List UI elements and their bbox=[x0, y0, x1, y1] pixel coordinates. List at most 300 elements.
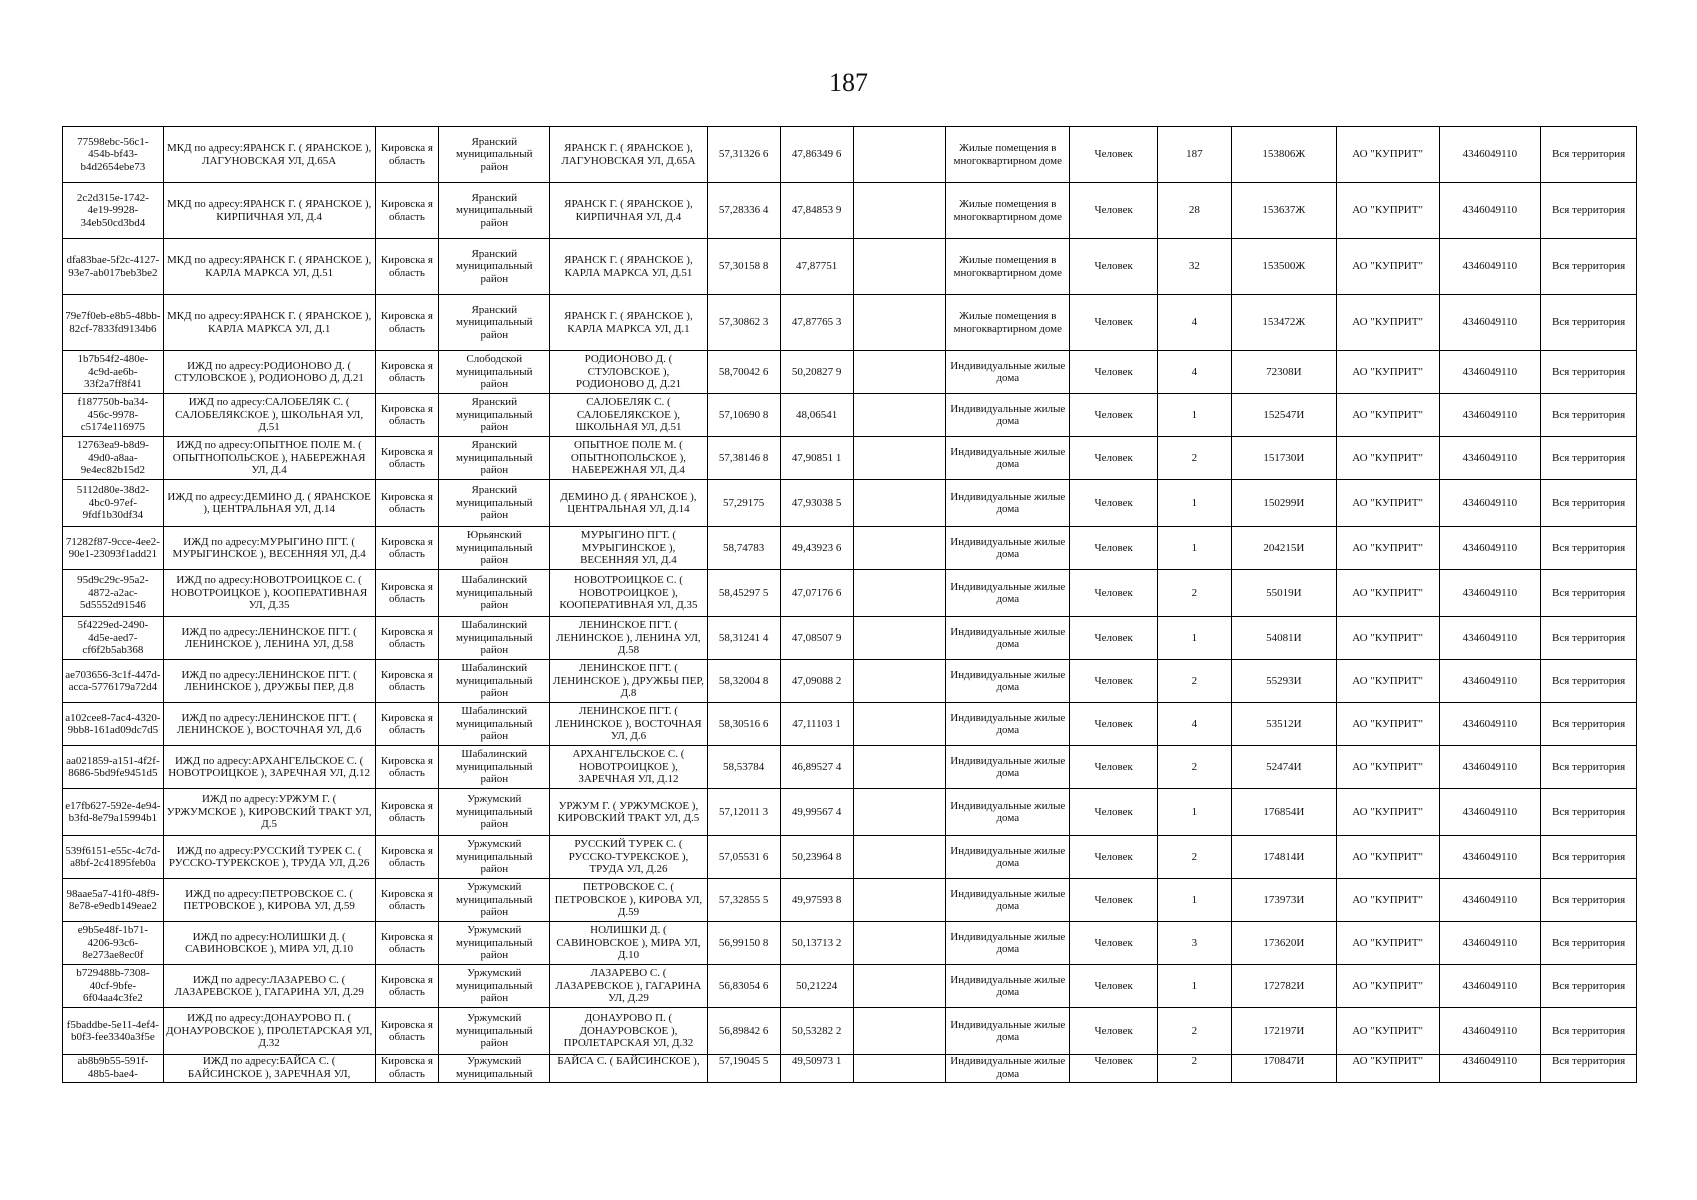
cell-district bbox=[439, 1055, 550, 1083]
cell-address bbox=[550, 922, 707, 965]
cell-region bbox=[375, 394, 439, 437]
cell-district bbox=[439, 836, 550, 879]
cell-district bbox=[439, 127, 550, 183]
cell-unit bbox=[1070, 660, 1157, 703]
cell-territory-text: Вся территория bbox=[1552, 408, 1626, 421]
cell-code bbox=[1231, 789, 1336, 836]
cell-latitude-text: 57,30158 8 bbox=[718, 260, 769, 273]
table-row bbox=[63, 480, 1637, 527]
cell-address bbox=[550, 127, 707, 183]
cell-organization bbox=[1336, 351, 1439, 394]
cell-building-type bbox=[946, 1055, 1070, 1083]
cell-count bbox=[1157, 127, 1231, 183]
cell-count-text: 187 bbox=[1186, 148, 1203, 161]
cell-unit bbox=[1070, 480, 1157, 527]
cell-empty bbox=[853, 836, 946, 879]
cell-organization-text: АО "КУПРИТ" bbox=[1352, 717, 1423, 730]
cell-inn bbox=[1439, 127, 1541, 183]
cell-longitude bbox=[780, 480, 853, 527]
cell-object-name-text: ИЖД по адресу:ОПЫТНОЕ ПОЛЕ М. ( ОПЫТНОПОЛЬСКОЕ ), НАБЕРЕЖНАЯ УЛ, Д.4 bbox=[172, 439, 366, 477]
cell-inn bbox=[1439, 437, 1541, 480]
cell-district-text: Юрьянский муниципальный район bbox=[456, 529, 533, 567]
cell-region bbox=[375, 570, 439, 617]
cell-inn-text: 4346049110 bbox=[1462, 316, 1518, 329]
cell-address-text: ЯРАНСК Г. ( ЯРАНСКОЕ ), КАРЛА МАРКСА УЛ, Д.1 bbox=[564, 310, 693, 335]
cell-territory bbox=[1541, 879, 1637, 922]
cell-district bbox=[439, 965, 550, 1008]
table-row bbox=[63, 394, 1637, 437]
cell-latitude-text: 57,30862 3 bbox=[718, 316, 769, 329]
cell-territory bbox=[1541, 789, 1637, 836]
cell-building-type-text: Индивидуальные жилые дома bbox=[950, 445, 1066, 470]
cell-object-id bbox=[63, 789, 164, 836]
cell-unit bbox=[1070, 1055, 1157, 1083]
cell-district-text: Шабалинский муниципальный район bbox=[456, 705, 533, 743]
cell-organization bbox=[1336, 660, 1439, 703]
table-row bbox=[63, 660, 1637, 703]
table-row bbox=[63, 703, 1637, 746]
cell-longitude bbox=[780, 437, 853, 480]
cell-inn bbox=[1439, 527, 1541, 570]
cell-object-name bbox=[163, 480, 375, 527]
cell-count-text: 1 bbox=[1191, 805, 1198, 818]
cell-longitude-text: 47,87765 3 bbox=[791, 316, 842, 329]
cell-territory-text: Вся территория bbox=[1552, 631, 1626, 644]
cell-territory-text: Вся территория bbox=[1552, 760, 1626, 773]
cell-longitude bbox=[780, 1055, 853, 1083]
cell-latitude bbox=[707, 617, 780, 660]
table-row bbox=[63, 965, 1637, 1008]
cell-unit-text: Человек bbox=[1094, 760, 1133, 773]
cell-organization-text: АО "КУПРИТ" bbox=[1352, 260, 1423, 273]
cell-latitude bbox=[707, 351, 780, 394]
cell-empty bbox=[853, 703, 946, 746]
cell-code bbox=[1231, 703, 1336, 746]
cell-count bbox=[1157, 239, 1231, 295]
cell-unit-text: Человек bbox=[1094, 496, 1133, 509]
cell-district bbox=[439, 703, 550, 746]
cell-latitude bbox=[707, 239, 780, 295]
cell-territory bbox=[1541, 922, 1637, 965]
cell-object-name bbox=[163, 836, 375, 879]
cell-object-id bbox=[63, 351, 164, 394]
cell-latitude-text: 57,05531 6 bbox=[718, 850, 769, 863]
cell-longitude-text: 47,07176 6 bbox=[791, 586, 842, 599]
cell-district bbox=[439, 660, 550, 703]
cell-longitude-text: 47,90851 1 bbox=[791, 451, 842, 464]
cell-organization-text: АО "КУПРИТ" bbox=[1352, 148, 1423, 161]
table-row bbox=[63, 570, 1637, 617]
cell-unit bbox=[1070, 351, 1157, 394]
cell-latitude bbox=[707, 127, 780, 183]
cell-organization bbox=[1336, 746, 1439, 789]
cell-count bbox=[1157, 295, 1231, 351]
cell-district-text: Шабалинский муниципальный район bbox=[456, 619, 533, 657]
cell-longitude-text: 47,84853 9 bbox=[791, 204, 842, 217]
cell-district-text: Яранский муниципальный район bbox=[456, 439, 533, 477]
cell-district bbox=[439, 922, 550, 965]
cell-object-id-text: 77598ebc-56c1-454b-bf43-b4d2654ebe73 bbox=[77, 135, 149, 173]
cell-region-text: Кировска я область bbox=[380, 535, 433, 560]
cell-object-id bbox=[63, 1055, 164, 1083]
cell-region-text: Кировска я область bbox=[380, 402, 433, 427]
cell-code-text: 72308И bbox=[1266, 365, 1302, 378]
cell-organization bbox=[1336, 437, 1439, 480]
cell-building-type bbox=[946, 922, 1070, 965]
cell-object-name bbox=[163, 394, 375, 437]
cell-longitude-text: 49,99567 4 bbox=[791, 805, 842, 818]
cell-organization bbox=[1336, 295, 1439, 351]
cell-unit-text: Человек bbox=[1094, 1055, 1133, 1067]
cell-longitude-text: 49,97593 8 bbox=[791, 893, 842, 906]
cell-organization bbox=[1336, 879, 1439, 922]
cell-territory-text: Вся территория bbox=[1552, 496, 1626, 509]
cell-code-text: 150299И bbox=[1263, 496, 1305, 509]
cell-region bbox=[375, 527, 439, 570]
cell-inn-text: 4346049110 bbox=[1462, 850, 1518, 863]
cell-building-type bbox=[946, 480, 1070, 527]
cell-code-text: 151730И bbox=[1263, 451, 1305, 464]
cell-empty bbox=[853, 1008, 946, 1055]
cell-object-id bbox=[63, 127, 164, 183]
cell-region-text: Кировска я область bbox=[380, 1055, 433, 1080]
cell-code bbox=[1231, 480, 1336, 527]
table-row bbox=[63, 239, 1637, 295]
cell-territory bbox=[1541, 437, 1637, 480]
cell-object-name bbox=[163, 570, 375, 617]
cell-code bbox=[1231, 351, 1336, 394]
cell-inn-text: 4346049110 bbox=[1462, 204, 1518, 217]
cell-address-text: МУРЫГИНО ПГТ. ( МУРЫГИНСКОЕ ), ВЕСЕННЯЯ УЛ, Д.4 bbox=[580, 529, 677, 567]
cell-address-text: ЛЕНИНСКОЕ ПГТ. ( ЛЕНИНСКОЕ ), ВОСТОЧНАЯ УЛ, Д.6 bbox=[555, 705, 702, 743]
cell-region bbox=[375, 127, 439, 183]
cell-organization-text: АО "КУПРИТ" bbox=[1352, 936, 1423, 949]
cell-district-text: Уржумский муниципальный район bbox=[456, 838, 533, 876]
cell-unit bbox=[1070, 239, 1157, 295]
cell-object-id-text: 71282f87-9cce-4ee2-90e1-23093f1add21 bbox=[65, 535, 160, 560]
cell-empty bbox=[853, 617, 946, 660]
cell-object-id-text: dfa83bae-5f2c-4127-93e7-ab017beb3be2 bbox=[66, 254, 160, 279]
cell-count bbox=[1157, 1008, 1231, 1055]
cell-object-id-text: 1b7b54f2-480e-4c9d-ae6b-33f2a7ff8f41 bbox=[77, 353, 149, 391]
cell-object-id-text: f187750b-ba34-456c-9978-c5174e116975 bbox=[77, 396, 149, 434]
cell-code-text: 153806Ж bbox=[1262, 148, 1306, 161]
cell-latitude bbox=[707, 922, 780, 965]
cell-inn-text: 4346049110 bbox=[1462, 451, 1518, 464]
cell-district-text: Уржумский муниципальный район bbox=[456, 967, 533, 1005]
cell-code-text: 55293И bbox=[1266, 674, 1302, 687]
cell-count bbox=[1157, 480, 1231, 527]
cell-longitude bbox=[780, 394, 853, 437]
cell-district-text: Уржумский муниципальный район bbox=[456, 1012, 533, 1050]
cell-address bbox=[550, 570, 707, 617]
cell-object-id-text: 98aae5a7-41f0-48f9-8e78-e9edb149eae2 bbox=[66, 887, 160, 912]
cell-latitude bbox=[707, 1008, 780, 1055]
cell-address-text: ДЕМИНО Д. ( ЯРАНСКОЕ ), ЦЕНТРАЛЬНАЯ УЛ, Д.14 bbox=[560, 490, 697, 515]
cell-object-name-text: ИЖД по адресу:ДОНАУРОВО П. ( ДОНАУРОВСКОЕ ), ПРОЛЕТАРСКАЯ УЛ, Д.32 bbox=[166, 1012, 373, 1050]
cell-empty bbox=[853, 351, 946, 394]
cell-region bbox=[375, 295, 439, 351]
cell-code bbox=[1231, 617, 1336, 660]
cell-object-name-text: МКД по адресу:ЯРАНСК Г. ( ЯРАНСКОЕ ), КАРЛА МАРКСА УЛ, Д.1 bbox=[166, 310, 372, 335]
cell-district bbox=[439, 394, 550, 437]
cell-longitude-text: 47,87751 bbox=[795, 260, 838, 273]
cell-building-type-text: Индивидуальные жилые дома bbox=[950, 973, 1066, 998]
table-row bbox=[63, 183, 1637, 239]
cell-inn bbox=[1439, 746, 1541, 789]
cell-unit bbox=[1070, 183, 1157, 239]
cell-territory-text: Вся территория bbox=[1552, 316, 1626, 329]
cell-empty bbox=[853, 746, 946, 789]
cell-count-text: 1 bbox=[1191, 541, 1198, 554]
cell-address bbox=[550, 746, 707, 789]
cell-unit bbox=[1070, 570, 1157, 617]
cell-building-type bbox=[946, 660, 1070, 703]
cell-object-id bbox=[63, 703, 164, 746]
cell-unit bbox=[1070, 789, 1157, 836]
cell-longitude-text: 48,06541 bbox=[795, 408, 838, 421]
cell-count bbox=[1157, 789, 1231, 836]
cell-code bbox=[1231, 836, 1336, 879]
cell-district-text: Уржумский муниципальный район bbox=[456, 924, 533, 962]
cell-object-name bbox=[163, 922, 375, 965]
cell-address bbox=[550, 351, 707, 394]
cell-district bbox=[439, 527, 550, 570]
cell-count bbox=[1157, 836, 1231, 879]
cell-unit bbox=[1070, 127, 1157, 183]
cell-longitude-text: 49,50973 1 bbox=[791, 1055, 842, 1067]
cell-building-type-text: Индивидуальные жилые дома bbox=[950, 887, 1066, 912]
cell-object-name-text: ИЖД по адресу:РУССКИЙ ТУРЕК С. ( РУССКО-ТУРЕКСКОЕ ), ТРУДА УЛ, Д.26 bbox=[168, 844, 370, 869]
cell-address-text: ЯРАНСК Г. ( ЯРАНСКОЕ ), КИРПИЧНАЯ УЛ, Д.4 bbox=[564, 198, 693, 223]
cell-object-id-text: a102cee8-7ac4-4320-9bb8-161ad09dc7d5 bbox=[65, 711, 161, 736]
cell-latitude bbox=[707, 437, 780, 480]
cell-address-text: БАЙСА С. ( БАЙСИНСКОЕ ), bbox=[557, 1055, 700, 1067]
cell-code-text: 153500Ж bbox=[1262, 260, 1306, 273]
cell-building-type-text: Индивидуальные жилые дома bbox=[950, 402, 1066, 427]
cell-region bbox=[375, 879, 439, 922]
cell-inn bbox=[1439, 183, 1541, 239]
cell-inn bbox=[1439, 617, 1541, 660]
cell-object-id-text: aa021859-a151-4f2f-8686-5bd9fe9451d5 bbox=[66, 754, 160, 779]
cell-longitude-text: 49,43923 6 bbox=[791, 541, 842, 554]
cell-district bbox=[439, 183, 550, 239]
cell-organization-text: АО "КУПРИТ" bbox=[1352, 674, 1423, 687]
cell-region-text: Кировска я область bbox=[380, 142, 433, 167]
cell-object-id bbox=[63, 1008, 164, 1055]
cell-unit bbox=[1070, 617, 1157, 660]
cell-empty bbox=[853, 437, 946, 480]
cell-empty bbox=[853, 127, 946, 183]
cell-organization bbox=[1336, 703, 1439, 746]
cell-object-name-text: ИЖД по адресу:МУРЫГИНО ПГТ. ( МУРЫГИНСКОЕ ), ВЕСЕННЯЯ УЛ, Д.4 bbox=[172, 535, 366, 560]
cell-count-text: 4 bbox=[1191, 316, 1198, 329]
cell-organization bbox=[1336, 239, 1439, 295]
cell-object-name-text: МКД по адресу:ЯРАНСК Г. ( ЯРАНСКОЕ ), ЛАГУНОВСКАЯ УЛ, Д.65А bbox=[166, 142, 372, 167]
cell-building-type-text: Жилые помещения в многоквартирном доме bbox=[953, 198, 1063, 223]
cell-object-id-text: ae703656-3c1f-447d-acca-5776179a72d4 bbox=[65, 668, 161, 693]
cell-territory-text: Вся территория bbox=[1552, 893, 1626, 906]
cell-longitude bbox=[780, 183, 853, 239]
cell-address-text: ПЕТРОВСКОЕ С. ( ПЕТРОВСКОЕ ), КИРОВА УЛ, Д.59 bbox=[554, 881, 703, 919]
cell-object-id-text: e17fb627-592e-4e94-b3fd-8e79a15994b1 bbox=[65, 799, 161, 824]
cell-longitude-text: 47,08507 9 bbox=[791, 631, 842, 644]
cell-longitude bbox=[780, 746, 853, 789]
cell-code-text: 55019И bbox=[1266, 586, 1302, 599]
cell-object-name-text: ИЖД по адресу:АРХАНГЕЛЬСКОЕ С. ( НОВОТРОИЦКОЕ ), ЗАРЕЧНАЯ УЛ, Д.12 bbox=[168, 754, 371, 779]
table-row bbox=[63, 295, 1637, 351]
cell-unit-text: Человек bbox=[1094, 936, 1133, 949]
cell-count bbox=[1157, 703, 1231, 746]
cell-code-text: 153637Ж bbox=[1262, 204, 1306, 217]
cell-unit bbox=[1070, 922, 1157, 965]
cell-territory-text: Вся территория bbox=[1552, 148, 1626, 161]
cell-count-text: 1 bbox=[1191, 979, 1198, 992]
cell-region-text: Кировска я область bbox=[380, 887, 433, 912]
cell-organization bbox=[1336, 789, 1439, 836]
cell-inn-text: 4346049110 bbox=[1462, 1024, 1518, 1037]
cell-address bbox=[550, 295, 707, 351]
cell-inn-text: 4346049110 bbox=[1462, 760, 1518, 773]
cell-object-name bbox=[163, 127, 375, 183]
cell-region bbox=[375, 836, 439, 879]
cell-address-text: НОВОТРОИЦКОЕ С. ( НОВОТРОИЦКОЕ ), КООПЕРАТИВНАЯ УЛ, Д.35 bbox=[559, 574, 698, 612]
cell-territory bbox=[1541, 836, 1637, 879]
cell-latitude bbox=[707, 789, 780, 836]
cell-code-text: 172197И bbox=[1263, 1024, 1305, 1037]
cell-count bbox=[1157, 437, 1231, 480]
cell-object-name-text: ИЖД по адресу:РОДИОНОВО Д. ( СТУЛОВСКОЕ ), РОДИОНОВО Д, Д.21 bbox=[174, 359, 364, 384]
cell-inn-text: 4346049110 bbox=[1462, 365, 1518, 378]
cell-latitude bbox=[707, 660, 780, 703]
cell-code bbox=[1231, 295, 1336, 351]
cell-address bbox=[550, 879, 707, 922]
cell-count-text: 1 bbox=[1191, 496, 1198, 509]
cell-building-type-text: Индивидуальные жилые дома bbox=[950, 711, 1066, 736]
cell-empty bbox=[853, 660, 946, 703]
cell-object-id-text: 5f4229ed-2490-4d5e-aed7-cf6f2b5ab368 bbox=[77, 619, 149, 657]
cell-address-text: РУССКИЙ ТУРЕК С. ( РУССКО-ТУРЕКСКОЕ ), ТРУДА УЛ, Д.26 bbox=[568, 838, 689, 876]
cell-object-id-text: 5112d80e-38d2-4bc0-97ef-9fdf1b30df34 bbox=[76, 484, 150, 522]
cell-inn-text: 4346049110 bbox=[1462, 1055, 1518, 1067]
cell-object-name-text: ИЖД по адресу:БАЙСА С. ( БАЙСИНСКОЕ ), ЗАРЕЧНАЯ УЛ, bbox=[187, 1055, 351, 1080]
cell-organization bbox=[1336, 570, 1439, 617]
cell-territory-text: Вся территория bbox=[1552, 586, 1626, 599]
cell-count bbox=[1157, 183, 1231, 239]
cell-unit-text: Человек bbox=[1094, 586, 1133, 599]
cell-organization bbox=[1336, 527, 1439, 570]
cell-longitude bbox=[780, 965, 853, 1008]
cell-object-name bbox=[163, 789, 375, 836]
cell-organization bbox=[1336, 480, 1439, 527]
cell-latitude bbox=[707, 527, 780, 570]
cell-code bbox=[1231, 570, 1336, 617]
cell-inn-text: 4346049110 bbox=[1462, 979, 1518, 992]
cell-unit-text: Человек bbox=[1094, 148, 1133, 161]
cell-count-text: 1 bbox=[1191, 893, 1198, 906]
cell-unit-text: Человек bbox=[1094, 365, 1133, 378]
cell-district-text: Яранский муниципальный район bbox=[456, 303, 533, 341]
cell-object-name bbox=[163, 183, 375, 239]
cell-object-id-text: e9b5e48f-1b71-4206-93c6-8e273ae8ec0f bbox=[77, 924, 148, 962]
cell-object-id-text: b729488b-7308-40cf-9bfe-6f04aa4c3fe2 bbox=[76, 967, 150, 1005]
cell-object-id-text: ab8b9b55-591f-48b5-bae4- bbox=[77, 1055, 149, 1080]
cell-inn-text: 4346049110 bbox=[1462, 496, 1518, 509]
cell-territory bbox=[1541, 127, 1637, 183]
cell-territory bbox=[1541, 351, 1637, 394]
cell-longitude-text: 50,20827 9 bbox=[791, 365, 842, 378]
cell-object-name-text: ИЖД по адресу:УРЖУМ Г. ( УРЖУМСКОЕ ), КИРОВСКИЙ ТРАКТ УЛ, Д.5 bbox=[166, 793, 372, 831]
cell-address bbox=[550, 394, 707, 437]
cell-count-text: 2 bbox=[1191, 674, 1198, 687]
cell-territory-text: Вся территория bbox=[1552, 1024, 1626, 1037]
cell-inn bbox=[1439, 480, 1541, 527]
cell-address bbox=[550, 1008, 707, 1055]
cell-territory bbox=[1541, 480, 1637, 527]
cell-count bbox=[1157, 617, 1231, 660]
cell-region-text: Кировска я область bbox=[380, 754, 433, 779]
cell-territory-text: Вся территория bbox=[1552, 1055, 1626, 1067]
cell-empty bbox=[853, 239, 946, 295]
cell-district bbox=[439, 437, 550, 480]
cell-territory bbox=[1541, 527, 1637, 570]
cell-unit-text: Человек bbox=[1094, 541, 1133, 554]
cell-latitude-text: 57,32855 5 bbox=[718, 893, 769, 906]
cell-territory-text: Вся территория bbox=[1552, 805, 1626, 818]
cell-object-id bbox=[63, 183, 164, 239]
cell-object-name bbox=[163, 1008, 375, 1055]
table-row bbox=[63, 836, 1637, 879]
cell-territory bbox=[1541, 965, 1637, 1008]
cell-inn-text: 4346049110 bbox=[1462, 586, 1518, 599]
cell-code bbox=[1231, 1008, 1336, 1055]
cell-organization-text: АО "КУПРИТ" bbox=[1352, 850, 1423, 863]
cell-count bbox=[1157, 570, 1231, 617]
cell-organization-text: АО "КУПРИТ" bbox=[1352, 979, 1423, 992]
cell-region-text: Кировска я область bbox=[380, 580, 433, 605]
cell-territory-text: Вся территория bbox=[1552, 936, 1626, 949]
cell-organization-text: АО "КУПРИТ" bbox=[1352, 408, 1423, 421]
cell-region-text: Кировска я область bbox=[380, 973, 433, 998]
cell-object-id bbox=[63, 660, 164, 703]
cell-address bbox=[550, 183, 707, 239]
cell-longitude-text: 46,89527 4 bbox=[791, 760, 842, 773]
cell-latitude-text: 58,30516 6 bbox=[718, 717, 769, 730]
cell-district bbox=[439, 295, 550, 351]
cell-count bbox=[1157, 660, 1231, 703]
cell-longitude-text: 47,11103 1 bbox=[792, 717, 841, 730]
cell-building-type-text: Индивидуальные жилые дома bbox=[950, 930, 1066, 955]
cell-unit bbox=[1070, 394, 1157, 437]
cell-unit bbox=[1070, 965, 1157, 1008]
cell-inn bbox=[1439, 965, 1541, 1008]
cell-code bbox=[1231, 1055, 1336, 1083]
table-row bbox=[63, 617, 1637, 660]
cell-object-name bbox=[163, 437, 375, 480]
table-row bbox=[63, 879, 1637, 922]
cell-region bbox=[375, 965, 439, 1008]
cell-territory-text: Вся территория bbox=[1552, 674, 1626, 687]
table-row bbox=[63, 527, 1637, 570]
cell-district bbox=[439, 879, 550, 922]
cell-inn bbox=[1439, 394, 1541, 437]
cell-building-type-text: Индивидуальные жилые дома bbox=[950, 359, 1066, 384]
cell-region bbox=[375, 660, 439, 703]
cell-latitude bbox=[707, 480, 780, 527]
cell-object-name-text: ИЖД по адресу:ЛЕНИНСКОЕ ПГТ. ( ЛЕНИНСКОЕ ), ВОСТОЧНАЯ УЛ, Д.6 bbox=[176, 711, 362, 736]
cell-object-name-text: ИЖД по адресу:ПЕТРОВСКОЕ С. ( ПЕТРОВСКОЕ ), КИРОВА УЛ, Д.59 bbox=[183, 887, 355, 912]
cell-count-text: 4 bbox=[1191, 717, 1198, 730]
